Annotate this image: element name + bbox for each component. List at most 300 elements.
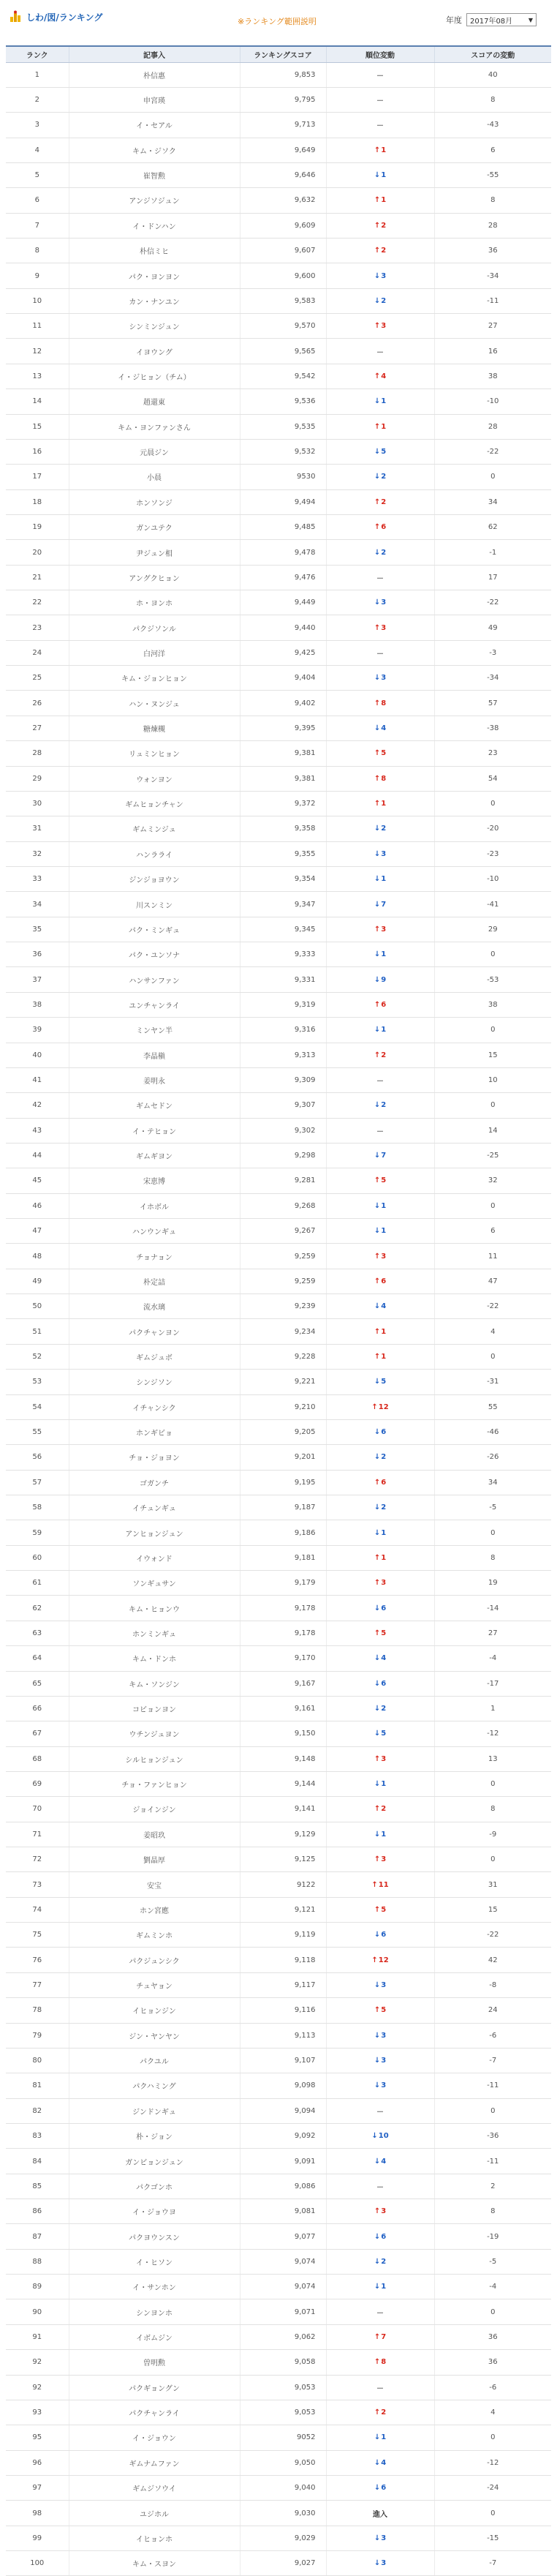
score-change-cell: -22 [434, 1294, 551, 1319]
table-row [6, 791, 551, 816]
rank-change-cell [326, 1445, 434, 1470]
score-cell: 9,210 [240, 1394, 326, 1419]
arrow-down-icon: ↓ [374, 674, 381, 683]
rank-change-value [374, 1730, 386, 1738]
name-cell[interactable]: キム・ヒョンウ [69, 1596, 240, 1621]
name-cell[interactable]: シンジソン [69, 1370, 240, 1394]
name-cell[interactable]: シルヒョンジュン [69, 1746, 240, 1771]
rank-change-cell [326, 841, 434, 866]
name-cell[interactable]: パクジソンル [69, 615, 240, 640]
table-row [6, 288, 551, 313]
rank-change-number: 1 [381, 1780, 387, 1789]
rank-change-number: 1 [381, 1528, 387, 1537]
name-cell[interactable]: ハンサンファン [69, 967, 240, 992]
arrow-down-icon: ↓ [374, 1378, 381, 1386]
name-cell[interactable]: イチャンシク [69, 1394, 240, 1419]
rank-change-value [374, 2006, 386, 2014]
table-row [6, 942, 551, 967]
rank-change-value [374, 1453, 386, 1461]
name-cell[interactable]: ギムギヨン [69, 1143, 240, 1168]
rank-change-cell [326, 1621, 434, 1645]
score-cell: 9,542 [240, 364, 326, 388]
arrow-down-icon: ↓ [374, 2057, 381, 2065]
name-cell[interactable]: 申宮瑛 [69, 87, 240, 112]
score-change-cell: -15 [434, 2526, 551, 2550]
arrow-down-icon: ↓ [374, 2433, 381, 2442]
rank-change-value [374, 950, 386, 958]
column-header-name[interactable]: 記事入 [69, 46, 240, 62]
name-cell[interactable]: 小晨 [69, 465, 240, 489]
name-cell[interactable]: シンヨンホ [69, 2299, 240, 2324]
arrow-down-icon: ↓ [374, 1830, 381, 1839]
rank-cell: 75 [6, 1923, 69, 1948]
name-cell[interactable]: ギムミンホ [69, 1923, 240, 1948]
table-row [6, 465, 551, 489]
score-cell: 9,333 [240, 942, 326, 967]
rank-change-number: 2 [381, 247, 387, 255]
name-cell[interactable]: 崔智勲 [69, 162, 240, 187]
rank-change-value [374, 1328, 386, 1336]
score-change-cell: 8 [434, 1545, 551, 1570]
name-cell[interactable]: イホボル [69, 1193, 240, 1218]
table-body [6, 62, 551, 2576]
table-row [6, 2350, 551, 2375]
arrow-up-icon: ↑ [374, 2358, 381, 2367]
name-cell[interactable]: イ・セアル [69, 113, 240, 138]
name-cell[interactable]: キム・ジソク [69, 138, 240, 162]
arrow-up-icon: ↑ [374, 2006, 381, 2015]
rank-change-cell [326, 1394, 434, 1419]
name-cell[interactable]: ウチンジュヨン [69, 1721, 240, 1746]
score-change-cell: 38 [434, 992, 551, 1017]
score-change-cell: 0 [434, 791, 551, 816]
score-change-cell: 15 [434, 1897, 551, 1922]
score-cell: 9052 [240, 2425, 326, 2450]
arrow-down-icon: ↓ [374, 548, 381, 557]
rank-change-cell [326, 1897, 434, 1922]
table-row [6, 1244, 551, 1269]
rank-change-value [376, 97, 384, 105]
name-cell[interactable]: キム・スヨン [69, 2551, 240, 2576]
name-cell[interactable]: パクチャンライ [69, 2400, 240, 2425]
arrow-down-icon: ↓ [374, 2484, 381, 2493]
name-cell[interactable]: ガンユテク [69, 514, 240, 539]
rank-change-cell [326, 1797, 434, 1822]
name-cell[interactable]: 曽明勲 [69, 2350, 240, 2375]
score-change-cell: -11 [434, 2149, 551, 2174]
table-row [6, 87, 551, 112]
table-row [6, 640, 551, 665]
rank-change-cell [326, 1143, 434, 1168]
arrow-down-icon: ↓ [374, 1679, 381, 1688]
rank-change-cell [326, 1596, 434, 1621]
arrow-up-icon: ↑ [374, 1805, 381, 1814]
rank-change-value [374, 549, 386, 557]
name-cell[interactable]: イ・ジヒョン（チム） [69, 364, 240, 388]
name-cell[interactable]: パク・ミンギュ [69, 917, 240, 942]
column-header-rank[interactable]: ランク [6, 46, 69, 62]
name-cell[interactable]: ギムジュボ [69, 1344, 240, 1369]
name-cell[interactable]: 宋恵博 [69, 1168, 240, 1193]
score-cell: 9,607 [240, 239, 326, 263]
table-row [6, 1671, 551, 1696]
rank-change-number: 1 [381, 2433, 387, 2442]
rank-change-cell [326, 540, 434, 565]
rank-cell: 44 [6, 1143, 69, 1168]
score-cell: 9,116 [240, 1998, 326, 2023]
arrow-up-icon: ↑ [374, 1051, 381, 1059]
table-row [6, 2324, 551, 2349]
name-cell[interactable]: パク・ユンソナ [69, 942, 240, 967]
chevron-down-icon: ▼ [528, 16, 533, 23]
name-cell[interactable]: 朴信ミヒ [69, 239, 240, 263]
name-cell[interactable]: 朴・ジョン [69, 2123, 240, 2148]
rank-change-value [374, 448, 386, 456]
name-cell[interactable]: チュヤョン [69, 1972, 240, 1997]
arrow-up-icon: ↑ [374, 247, 381, 255]
arrow-down-icon: ↓ [374, 2232, 381, 2241]
rank-change-cell [326, 565, 434, 590]
table-row [6, 1646, 551, 1671]
score-cell: 9,141 [240, 1797, 326, 1822]
rank-change-cell [326, 1219, 434, 1244]
name-cell[interactable]: ホンギビョ [69, 1419, 240, 1444]
name-cell[interactable]: 朴定詰 [69, 1269, 240, 1293]
name-cell[interactable]: キム・ジョンヒョン [69, 666, 240, 691]
name-cell[interactable]: コビョンヨン [69, 1696, 240, 1721]
rank-cell: 16 [6, 439, 69, 464]
table-row [6, 2375, 551, 2400]
rank-change-cell [326, 2048, 434, 2073]
name-cell[interactable]: チョ・ファンヒョン [69, 1771, 240, 1796]
table-row [6, 1018, 551, 1043]
rank-cell: 20 [6, 540, 69, 565]
rank-change-cell [326, 1370, 434, 1394]
rank-change-number: 進入 [373, 2510, 387, 2519]
rank-change-value [374, 1554, 386, 1562]
score-change-cell: 0 [434, 2425, 551, 2450]
score-change-cell: 1 [434, 1696, 551, 1721]
title-area [9, 10, 102, 23]
rank-cell: 84 [6, 2149, 69, 2174]
score-cell: 9,331 [240, 967, 326, 992]
rank-change-value [374, 850, 386, 858]
name-cell[interactable]: ギムジソウイ [69, 2476, 240, 2501]
name-cell[interactable]: 安宝 [69, 1872, 240, 1897]
score-change-cell: 23 [434, 741, 551, 766]
score-cell: 9,535 [240, 414, 326, 439]
name-cell[interactable]: ジン・ヤンヤン [69, 2023, 240, 2048]
name-cell[interactable]: ホンミンギュ [69, 1621, 240, 1645]
rank-change-cell [326, 2275, 434, 2299]
name-cell[interactable]: キム・ソンジン [69, 1671, 240, 1696]
rank-change-number: － [376, 1127, 384, 1136]
score-cell: 9,117 [240, 1972, 326, 1997]
name-cell[interactable]: 李晶槇 [69, 1043, 240, 1067]
rank-change-number: － [376, 1078, 384, 1086]
name-cell[interactable]: パクユル [69, 2048, 240, 2073]
name-cell[interactable]: チョナョン [69, 1244, 240, 1269]
rank-change-cell [326, 1118, 434, 1143]
arrow-down-icon: ↓ [374, 1152, 381, 1160]
score-cell: 9,228 [240, 1344, 326, 1369]
name-cell[interactable]: イ・テヒョン [69, 1118, 240, 1143]
rank-change-cell [326, 816, 434, 841]
table-row [6, 1470, 551, 1495]
name-cell[interactable]: 元晨ジン [69, 439, 240, 464]
name-cell[interactable]: ユンチャンライ [69, 992, 240, 1017]
rank-change-number: 9 [381, 975, 387, 984]
rank-change-value [374, 1830, 386, 1839]
table-row [6, 489, 551, 514]
name-cell[interactable]: ウォンヨン [69, 766, 240, 791]
rank-change-cell [326, 1872, 434, 1897]
rank-change-cell [326, 1545, 434, 1570]
score-cell: 9,118 [240, 1948, 326, 1972]
arrow-down-icon: ↓ [374, 825, 381, 833]
score-change-cell: 15 [434, 1043, 551, 1067]
name-cell[interactable]: シンミンジュン [69, 314, 240, 339]
name-cell[interactable]: キム・ヨンファンさん [69, 414, 240, 439]
rank-change-number: － [376, 2108, 384, 2117]
name-cell[interactable]: 尹ジュン相 [69, 540, 240, 565]
rank-change-number: 3 [381, 1980, 387, 1989]
name-cell[interactable]: パクヨウンスン [69, 2224, 240, 2249]
rank-cell: 17 [6, 465, 69, 489]
score-cell: 9,440 [240, 615, 326, 640]
rank-cell: 34 [6, 892, 69, 917]
name-cell[interactable]: アンジソジュン [69, 188, 240, 213]
rank-change-number: 3 [381, 849, 387, 858]
name-cell[interactable]: 流水璃 [69, 1294, 240, 1319]
name-cell[interactable]: カン・ナンユン [69, 288, 240, 313]
name-cell[interactable]: 朴信惠 [69, 62, 240, 87]
name-cell[interactable]: ホンソンジ [69, 489, 240, 514]
table-row [6, 1771, 551, 1796]
score-change-cell: 11 [434, 1244, 551, 1269]
name-cell[interactable]: イ・サンホン [69, 2275, 240, 2299]
table-row [6, 1721, 551, 1746]
name-cell[interactable]: イ・ドンハン [69, 213, 240, 238]
rank-change-number: 2 [381, 497, 387, 506]
name-cell[interactable]: ユジホル [69, 2501, 240, 2526]
rank-change-cell [326, 1847, 434, 1872]
score-change-cell: -7 [434, 2551, 551, 2576]
rank-change-number: 1 [381, 422, 387, 431]
name-cell[interactable]: パクハミング [69, 2073, 240, 2098]
name-cell[interactable]: イチュンギュ [69, 1495, 240, 1520]
name-cell[interactable]: ハンラライ [69, 841, 240, 866]
table-row [6, 841, 551, 866]
score-cell: 9,532 [240, 439, 326, 464]
rank-change-cell [326, 590, 434, 615]
rank-change-value [376, 72, 384, 80]
rank-change-value [376, 122, 384, 130]
score-change-cell: -43 [434, 113, 551, 138]
name-cell[interactable]: イ・ジョウン [69, 2425, 240, 2450]
column-header-score[interactable]: ランキングスコア [240, 46, 326, 62]
name-cell[interactable]: ギムナムファン [69, 2450, 240, 2475]
rank-change-number: 3 [381, 598, 387, 607]
score-change-cell: -11 [434, 288, 551, 313]
name-cell[interactable]: 糖煉槻 [69, 716, 240, 740]
name-cell[interactable]: イヒョンジン [69, 1998, 240, 2023]
name-cell[interactable]: アングクヒョン [69, 565, 240, 590]
score-cell: 9,062 [240, 2324, 326, 2349]
rank-change-cell [326, 389, 434, 414]
arrow-up-icon: ↑ [374, 1252, 381, 1261]
rank-change-number: － [376, 348, 384, 357]
name-cell[interactable]: ギムヒョンチャン [69, 791, 240, 816]
rank-change-cell [326, 1696, 434, 1721]
name-cell[interactable]: アンヒョンジュン [69, 1520, 240, 1545]
name-cell[interactable]: キム・ドンホ [69, 1646, 240, 1671]
rank-change-number: 7 [381, 1152, 387, 1160]
name-cell[interactable]: イヨウング [69, 339, 240, 364]
table-row [6, 666, 551, 691]
rank-cell: 11 [6, 314, 69, 339]
name-cell[interactable]: ホ・ヨンホ [69, 590, 240, 615]
arrow-down-icon: ↓ [374, 171, 381, 180]
score-change-cell: 0 [434, 942, 551, 967]
name-cell[interactable]: ゴガンチ [69, 1470, 240, 1495]
rank-change-value [374, 196, 386, 204]
table-row [6, 138, 551, 162]
table-row [6, 1923, 551, 1948]
score-cell: 9,040 [240, 2476, 326, 2501]
ranking-explain-link[interactable]: ※ランキング範囲説明 [238, 17, 317, 26]
table-row [6, 1897, 551, 1922]
rank-change-number: 4 [381, 1654, 387, 1663]
name-cell[interactable]: 劉晶厚 [69, 1847, 240, 1872]
score-cell: 9,404 [240, 666, 326, 691]
rank-change-number: 6 [381, 1277, 387, 1285]
name-cell[interactable]: チョ・ジョヨン [69, 1445, 240, 1470]
rank-change-value [374, 2408, 386, 2417]
name-cell[interactable]: イボムジン [69, 2324, 240, 2349]
rank-change-value [371, 1881, 388, 1889]
rank-cell: 39 [6, 1018, 69, 1043]
name-cell[interactable]: 姜明永 [69, 1067, 240, 1092]
name-cell[interactable]: パクギョングン [69, 2375, 240, 2400]
column-header-rank-change[interactable]: 順位変動 [326, 46, 434, 62]
rank-change-value [374, 322, 386, 330]
rank-change-number: 1 [381, 397, 387, 406]
arrow-down-icon: ↓ [374, 473, 381, 481]
name-cell[interactable]: イ・ジョウヨ [69, 2199, 240, 2224]
rank-change-cell [326, 2149, 434, 2174]
table-row [6, 1948, 551, 1972]
rank-change-number: 5 [381, 1378, 387, 1386]
rank-change-value [374, 2433, 386, 2441]
score-cell: 9,092 [240, 2123, 326, 2148]
score-change-cell: -53 [434, 967, 551, 992]
rank-change-value [376, 575, 384, 583]
name-cell[interactable]: ジンジョヨウン [69, 867, 240, 892]
name-cell[interactable]: ジョインジン [69, 1797, 240, 1822]
rank-change-value [374, 1277, 386, 1285]
rank-change-value [374, 171, 386, 179]
arrow-down-icon: ↓ [374, 1453, 381, 1462]
name-cell[interactable]: イ・ヒソン [69, 2249, 240, 2274]
arrow-down-icon: ↓ [374, 1201, 381, 1210]
rank-change-number: 3 [381, 2559, 387, 2568]
rank-cell: 85 [6, 2174, 69, 2198]
rank-cell: 24 [6, 640, 69, 665]
score-cell: 9,268 [240, 1193, 326, 1218]
score-cell: 9,449 [240, 590, 326, 615]
rank-cell: 45 [6, 1168, 69, 1193]
arrow-up-icon: ↑ [374, 1905, 381, 1914]
arrow-down-icon: ↓ [374, 1503, 381, 1512]
rank-change-cell [326, 1093, 434, 1118]
rank-change-number: 1 [381, 2283, 387, 2291]
table-row [6, 2450, 551, 2475]
name-cell[interactable]: ソンギュサン [69, 1571, 240, 1596]
table-row [6, 1294, 551, 1319]
rank-change-cell [326, 1948, 434, 1972]
name-cell[interactable]: パク・ヨンヨン [69, 263, 240, 288]
year-select[interactable] [466, 13, 537, 26]
rank-cell: 42 [6, 1093, 69, 1118]
rank-cell: 4 [6, 138, 69, 162]
rank-cell: 62 [6, 1596, 69, 1621]
rank-change-number: 5 [381, 2006, 387, 2015]
score-cell: 9,186 [240, 1520, 326, 1545]
score-change-cell: 42 [434, 1948, 551, 1972]
score-cell: 9,029 [240, 2526, 326, 2550]
rank-change-number: 3 [381, 2081, 387, 2090]
name-cell[interactable]: ギムミンジュ [69, 816, 240, 841]
table-row [6, 590, 551, 615]
rank-cell: 41 [6, 1067, 69, 1092]
rank-change-cell [326, 741, 434, 766]
name-cell[interactable]: ジンドンギュ [69, 2098, 240, 2123]
name-cell[interactable]: パクゴンホ [69, 2174, 240, 2198]
name-cell[interactable]: ガンビョンジュン [69, 2149, 240, 2174]
name-cell[interactable]: ギムセドン [69, 1093, 240, 1118]
rank-cell: 14 [6, 389, 69, 414]
name-cell[interactable]: 川スンミン [69, 892, 240, 917]
name-cell[interactable]: パクジュンシク [69, 1948, 240, 1972]
name-cell[interactable]: ハンウンギュ [69, 1219, 240, 1244]
name-cell[interactable]: パクチャンヨン [69, 1319, 240, 1344]
name-cell[interactable]: リュミンヒョン [69, 741, 240, 766]
score-change-cell: 29 [434, 917, 551, 942]
name-cell[interactable]: 姜昭玖 [69, 1822, 240, 1847]
rank-change-number: 2 [381, 1453, 387, 1462]
name-cell[interactable]: ホン宮應 [69, 1897, 240, 1922]
score-change-cell: 0 [434, 2501, 551, 2526]
rank-cell: 12 [6, 339, 69, 364]
name-cell[interactable]: 趙還東 [69, 389, 240, 414]
name-cell[interactable]: イヒョンホ [69, 2526, 240, 2550]
score-change-cell: 6 [434, 138, 551, 162]
score-cell: 9,167 [240, 1671, 326, 1696]
name-cell[interactable]: イウォンド [69, 1545, 240, 1570]
name-cell[interactable]: ミンヤン半 [69, 1018, 240, 1043]
score-change-cell: 62 [434, 514, 551, 539]
name-cell[interactable]: 白河洋 [69, 640, 240, 665]
rank-cell: 35 [6, 917, 69, 942]
column-header-score-change[interactable]: スコアの変動 [434, 46, 551, 62]
name-cell[interactable]: ハン・ヌンジュ [69, 691, 240, 716]
score-change-cell: 0 [434, 2299, 551, 2324]
table-row [6, 2224, 551, 2249]
score-change-cell: 28 [434, 414, 551, 439]
rank-change-cell [326, 1244, 434, 1269]
rank-cell: 79 [6, 2023, 69, 2048]
